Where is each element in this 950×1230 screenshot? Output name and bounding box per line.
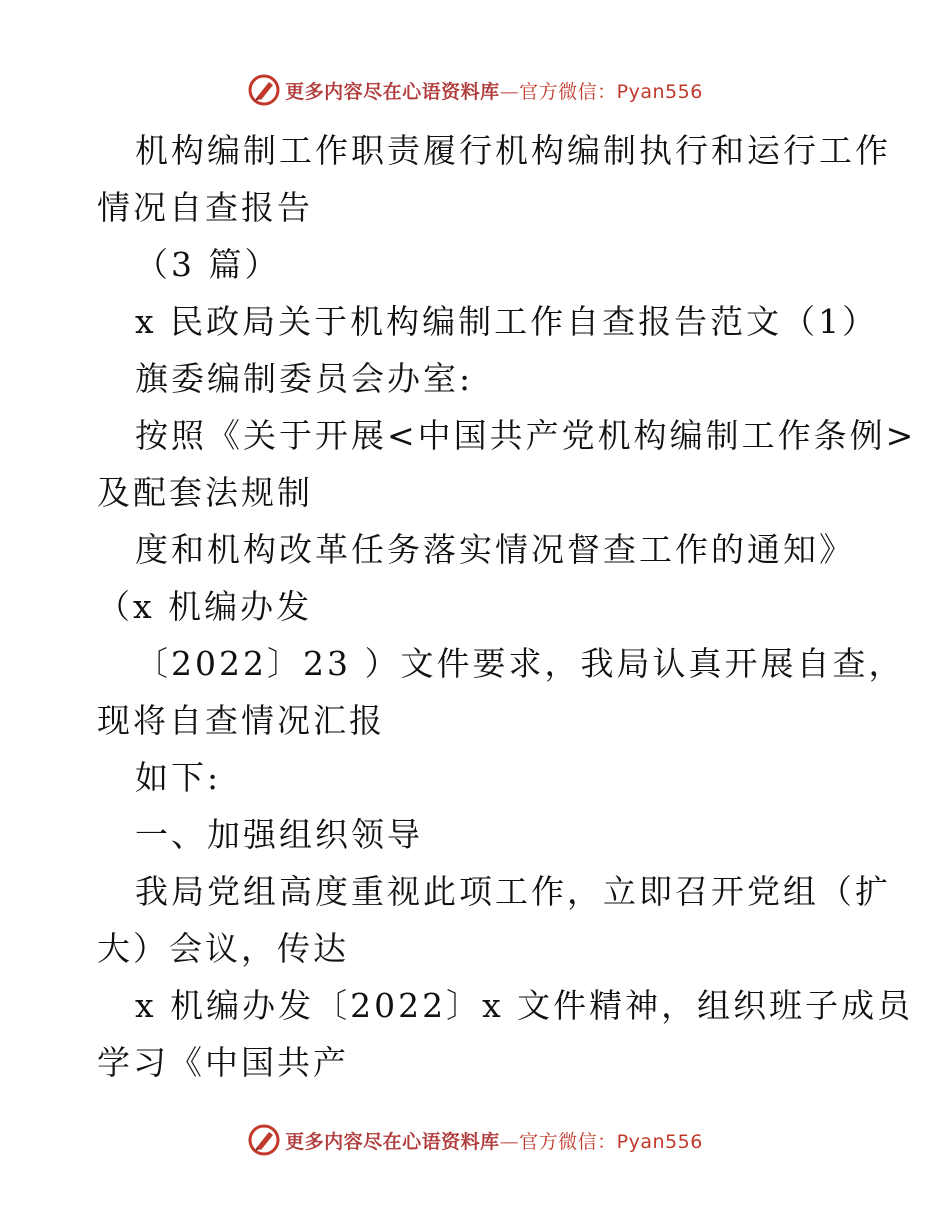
header-watermark-banner — [0, 70, 950, 110]
document-line: 按照《关于开展<中国共产党机构编制工作条例> — [135, 416, 917, 455]
pen-logo-icon — [247, 1123, 281, 1157]
document-line: （3 篇） — [135, 245, 281, 284]
document-line: 度和机构改革任务落实情况督查工作的通知》 — [135, 530, 855, 569]
document-line: 学习《中国共产 — [97, 1043, 349, 1082]
document-line: 机构编制工作职责履行机构编制执行和运行工作 — [135, 131, 891, 170]
document-line: 〔2022〕23 ）文件要求，我局认真开展自查， — [135, 644, 905, 683]
banner-text: 更多内容尽在心语资料库—官方微信：Pyan556 — [285, 1130, 703, 1153]
document-line: 大）会议，传达 — [97, 929, 349, 968]
footer-watermark-banner — [0, 1120, 950, 1160]
document-line: 我局党组高度重视此项工作，立即召开党组（扩 — [135, 872, 891, 911]
document-line: 现将自查情况汇报 — [97, 701, 385, 740]
document-line: 及配套法规制 — [97, 473, 313, 512]
document-line: x 民政局关于机构编制工作自查报告范文（1） — [135, 302, 879, 341]
banner-text: 更多内容尽在心语资料库—官方微信：Pyan556 — [285, 80, 703, 103]
document-body — [97, 122, 917, 1091]
document-line: 旗委编制委员会办室: — [135, 359, 474, 398]
document-line: 一、加强组织领导 — [135, 815, 423, 854]
document-line: x 机编办发〔2022〕x 文件精神，组织班子成员 — [135, 986, 914, 1025]
document-line: 如下: — [135, 758, 222, 797]
pen-logo-icon — [247, 73, 281, 107]
document-line: （x 机编办发 — [97, 587, 313, 626]
document-line: 情况自查报告 — [97, 188, 313, 227]
